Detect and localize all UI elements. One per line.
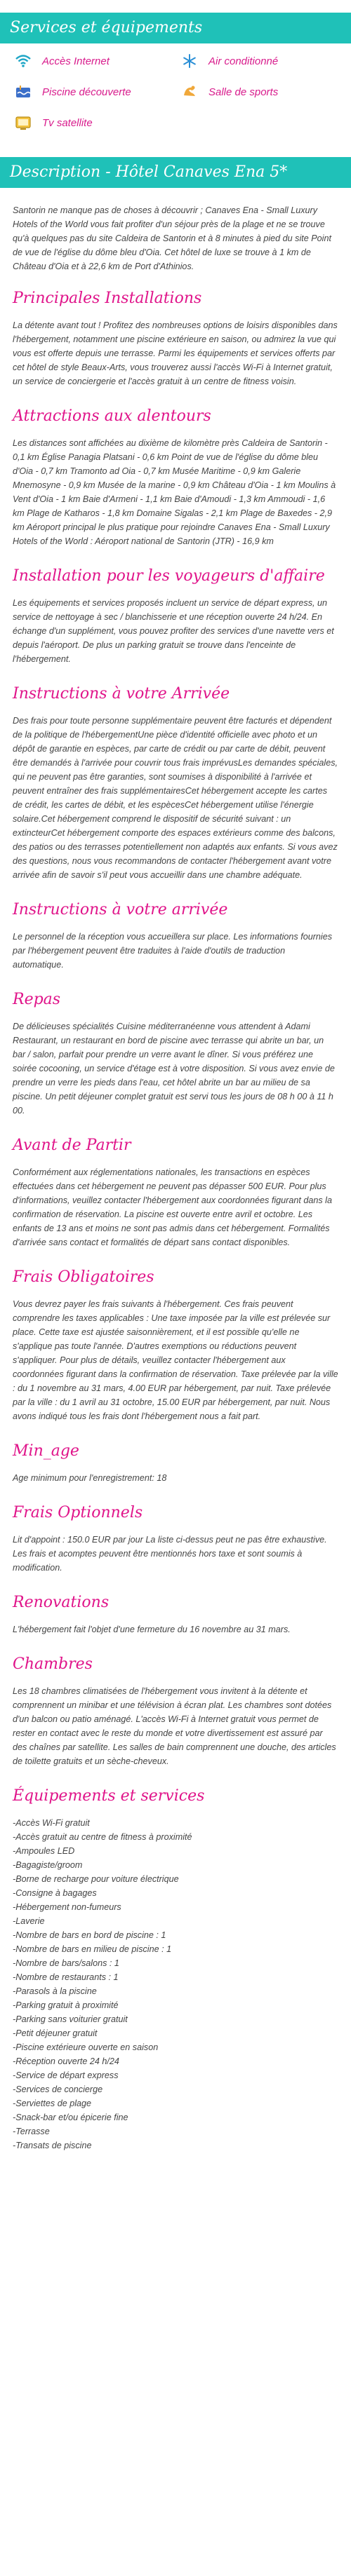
amenity-label: Salle de sports <box>208 86 279 98</box>
list-item: -Parking gratuit à proximité <box>13 2000 119 2010</box>
amenity-label: Air conditionné <box>208 55 279 67</box>
list-item: -Piscine extérieure ouverte en saison <box>13 2042 159 2052</box>
wifi-icon <box>13 53 34 69</box>
section-title-principales-installations: Principales Installations <box>13 290 202 307</box>
list-item: -Transats de piscine <box>13 2141 92 2150</box>
list-item: -Réception ouverte 24 h/24 <box>13 2056 119 2066</box>
section-text-avant-de-partir: Conformément aux réglementations nationales, les transactions en espèces effectuées dans cet hébergement ne peuvent pas dépasser 500 EUR. Pour plus d'informations, veuillez contacter l'hébergement aux coordonnées figurant dans la confirmation de réservation. La piscine est ouverte entre avril et octobre. Les enfants de 13 ans et moins ne sont pas admis dans cet hébergement. Formalités d'arrivée sans contact et formalités de départ sans contact disponibles. <box>13 1167 332 1247</box>
services-header-title: Services et équipements <box>10 19 203 36</box>
amenity-label: Tv satellite <box>42 116 93 129</box>
list-item: -Serviettes de plage <box>13 2099 92 2108</box>
list-item: -Parking sans voiturier gratuit <box>13 2014 128 2024</box>
list-item: -Petit déjeuner gratuit <box>13 2028 98 2038</box>
section-title-equipements: Équipements et services <box>13 1787 205 1805</box>
snowflake-icon <box>179 53 200 69</box>
list-item: -Consigne à bagages <box>13 1888 97 1898</box>
list-item: -Services de concierge <box>13 2084 103 2094</box>
intro-text: Santorin ne manque pas de choses à découvrir ; Canaves Ena - Small Luxury Hotels of the World vous fait profiter d'un séjour près de la plage et ne se trouve qu'à quelques pas du site Caldeira de Santorin et à 8 minutes à pied du site Point de vue de l'église du dôme bleu d'Oia. Cet hôtel de luxe se trouve à 1 km de Château d'Oia et à 22,6 km de Port d'Athinios. <box>13 205 331 271</box>
list-item: -Service de départ express <box>13 2070 119 2080</box>
amenity-satellite-tv <box>13 114 172 132</box>
list-item: -Bagagiste/groom <box>13 1860 83 1870</box>
section-text-arrival-instructions: Des frais pour toute personne supplémentaire peuvent être facturés et dépendent de la politique de l'hébergementUne pièce d'identité officielle avec photo et un dépôt de garantie en espèces, par carte de crédit ou par carte de débit, peuvent être demandés à l'arrivée pour couvrir tous frais imprévusLes demandes spéciales, qui ne peuvent pas être garanties, sont soumises à disponibilité à l'arrivée et peuvent entraîner des frais supplémentairesCet hébergement accepte les cartes de crédit, les cartes de débit, et les espècesCet hébergement utilise l'énergie solaire.Cet hébergement comprend le dispositif de sécurité suivant : un extincteurCet hébergement comporte des espaces extérieurs comme des balcons, des patios ou des terrasses potentiellement non adaptés aux enfants. Si vous avez des questions, nous vous recommandons de contacter l'hébergement avant votre arrivée afin de savoir s'il peut vous accueillir dans une chambre adéquate. <box>13 716 338 880</box>
list-item: -Borne de recharge pour voiture électrique <box>13 1874 179 1884</box>
section-title-frais-optionnels: Frais Optionnels <box>13 1504 143 1521</box>
section-text-principales-installations: La détente avant tout ! Profitez des nombreuses options de loisirs disponibles dans l'hébergement, notamment une piscine extérieure en saison, ou admirez la vue qui vous est offerte depuis une terrasse. Parmi les équipements et services offerts par cet hôtel de style Beaux-Arts, vous trouverez aussi l'accès Wi-Fi à Internet gratuit, un service de conciergerie et l'accès gratuit à un centre de fitness voisin. <box>13 320 338 386</box>
fitness-icon <box>179 83 200 100</box>
services-header-bar <box>0 13 351 43</box>
list-item: -Nombre de bars/salons : 1 <box>13 1958 119 1968</box>
section-title-business: Installation pour les voyageurs d'affaire <box>13 567 325 585</box>
list-item: -Snack-bar et/ou épicerie fine <box>13 2113 128 2122</box>
list-item: -Laverie <box>13 1916 45 1926</box>
list-item: -Terrasse <box>13 2127 50 2136</box>
section-text-renovations: L'hébergement fait l'objet d'une fermeture du 16 novembre au 31 mars. <box>13 1625 291 1634</box>
amenity-label: Piscine découverte <box>42 86 131 98</box>
amenity-label: Accès Internet <box>42 55 110 67</box>
section-text-chambres: Les 18 chambres climatisées de l'hébergement vous invitent à la détente et comprennent un minibar et une télévision à écran plat. Les chambres sont dotées d'un balcon ou patio aménagé. L'accès Wi-Fi à Internet gratuit vous permet de rester en contact avec le reste du monde et votre divertissement est assuré par des chaînes par satellite. Les salles de bain comprennent une douche, des articles de toilette gratuits et un sèche-cheveux. <box>13 1686 336 1766</box>
section-title-min-age: Min_age <box>13 1442 79 1460</box>
section-title-chambres: Chambres <box>13 1655 93 1673</box>
section-title-renovations: Renovations <box>13 1594 110 1611</box>
section-text-arrival-reception: Le personnel de la réception vous accueillera sur place. Les informations fournies par l'hébergement peuvent être traduites à l'aide d'outils de traduction automatique. <box>13 932 333 970</box>
list-item: -Ampoules LED <box>13 1846 75 1856</box>
section-text-business: Les équipements et services proposés incluent un service de départ express, un service de nettoyage à sec / blanchisserie et une réception ouverte 24 h/24. En échange d'un supplément, vous pouvez profiter des services d'une navette vers et depuis l'aéroport. De plus un parking gratuit se trouve dans l'enceinte de l'hébergement. <box>13 598 334 664</box>
list-item: -Nombre de bars en bord de piscine : 1 <box>13 1930 166 1940</box>
satellite-tv-icon <box>13 114 34 131</box>
list-item: -Accès Wi-Fi gratuit <box>13 1818 90 1828</box>
amenity-air-conditioning <box>179 52 338 70</box>
list-item: -Hébergement non-fumeurs <box>13 1902 121 1912</box>
amenity-fitness <box>179 83 338 101</box>
description-header-bar <box>0 157 351 188</box>
section-text-frais-optionnels: Lit d'appoint : 150.0 EUR par jour La liste ci-dessus peut ne pas être exhaustive. Les frais et acomptes peuvent être mentionnés hors taxe et sont soumis à modification. <box>13 1535 327 1573</box>
list-item: -Nombre de bars en milieu de piscine : 1 <box>13 1944 172 1954</box>
description-content <box>0 188 351 2174</box>
section-title-arrival-instructions: Instructions à votre Arrivée <box>13 685 230 703</box>
section-text-repas: De délicieuses spécialités Cuisine méditerranéenne vous attendent à Adami Restaurant, un restaurant en bord de piscine avec terrasse qui abrite un bar, un bar / salon, parfait pour prendre un verre avant le dîner. Si vous préférez une soirée cocooning, un service d'étage est à votre disposition. Si vous avez envie de prendre un verre les pieds dans l'eau, cet hôtel abrite un bar au milieu de sa piscine. Un petit déjeuner complet gratuit est servi tous les jours de 08 h 00 à 11 h 00. <box>13 1022 335 1116</box>
section-title-repas: Repas <box>13 991 61 1008</box>
amenity-pool <box>13 83 172 101</box>
list-item: -Accès gratuit au centre de fitness à proximité <box>13 1832 192 1842</box>
section-text-attractions: Les distances sont affichées au dixième de kilomètre près Caldeira de Santorin - 0,1 km Église Panagia Platsani - 0,6 km Point de vue de l'église du dôme bleu d'Oia - 0,7 km Tramonto ad Oia - 0,7 km Musée Maritime - 0,9 km Galerie Mnemosyne - 0,9 km Musée de la marine - 0,9 km Château d'Oia - 1 km Moulins à Vent d'Oia - 1 km Baie d'Armeni - 1,1 km Baie d'Amoudi - 1,3 km Ammoudi - 1,6 km Plage de Katharos - 1,8 km Domaine Sigalas - 2,1 km Plage de Baxedes - 2,9 km Aéroport principal le plus pratique pour rejoindre Canaves Ena - Small Luxury Hotels of the World : Aéroport national de Santorin (JTR) - 16,9 km <box>13 438 336 546</box>
section-text-frais-obligatoires: Vous devrez payer les frais suivants à l'hébergement. Ces frais peuvent comprendre les taxes applicables : Une taxe imposée par la ville est prélevée sur place. Cette taxe est ajustée saisonnièrement, et il est possible qu'elle ne s'applique pas toute l'année. D'autres exemptions ou réductions peuvent s'appliquer. Pour plus de détails, veuillez contacter l'hébergement aux coordonnées figurant dans la confirmation de réservation. Taxe prélevée par la ville : du 1 novembre au 31 mars, 4.00 EUR par hébergement, par nuit. Taxe prélevée par la ville : du 1 avril au 31 octobre, 15.00 EUR par hébergement, par nuit. Nous avons indiqué tous les frais dont l'hébergement nous a fait part. <box>13 1299 338 1421</box>
list-item: -Parasols à la piscine <box>13 1986 97 1996</box>
amenity-internet <box>13 52 172 70</box>
section-title-avant-de-partir: Avant de Partir <box>13 1137 131 1154</box>
equipment-list <box>13 1816 338 2153</box>
section-text-min-age: Age minimum pour l'enregistrement: 18 <box>13 1473 167 1483</box>
list-item: -Nombre de restaurants : 1 <box>13 1972 119 1982</box>
amenities-grid <box>0 43 351 139</box>
section-title-attractions: Attractions aux alentours <box>13 407 211 425</box>
section-title-arrival-reception: Instructions à votre arrivée <box>13 901 228 918</box>
description-header-title: Description - Hôtel Canaves Ena 5* <box>10 163 288 181</box>
pool-icon <box>13 83 34 100</box>
section-title-frais-obligatoires: Frais Obligatoires <box>13 1268 154 1286</box>
